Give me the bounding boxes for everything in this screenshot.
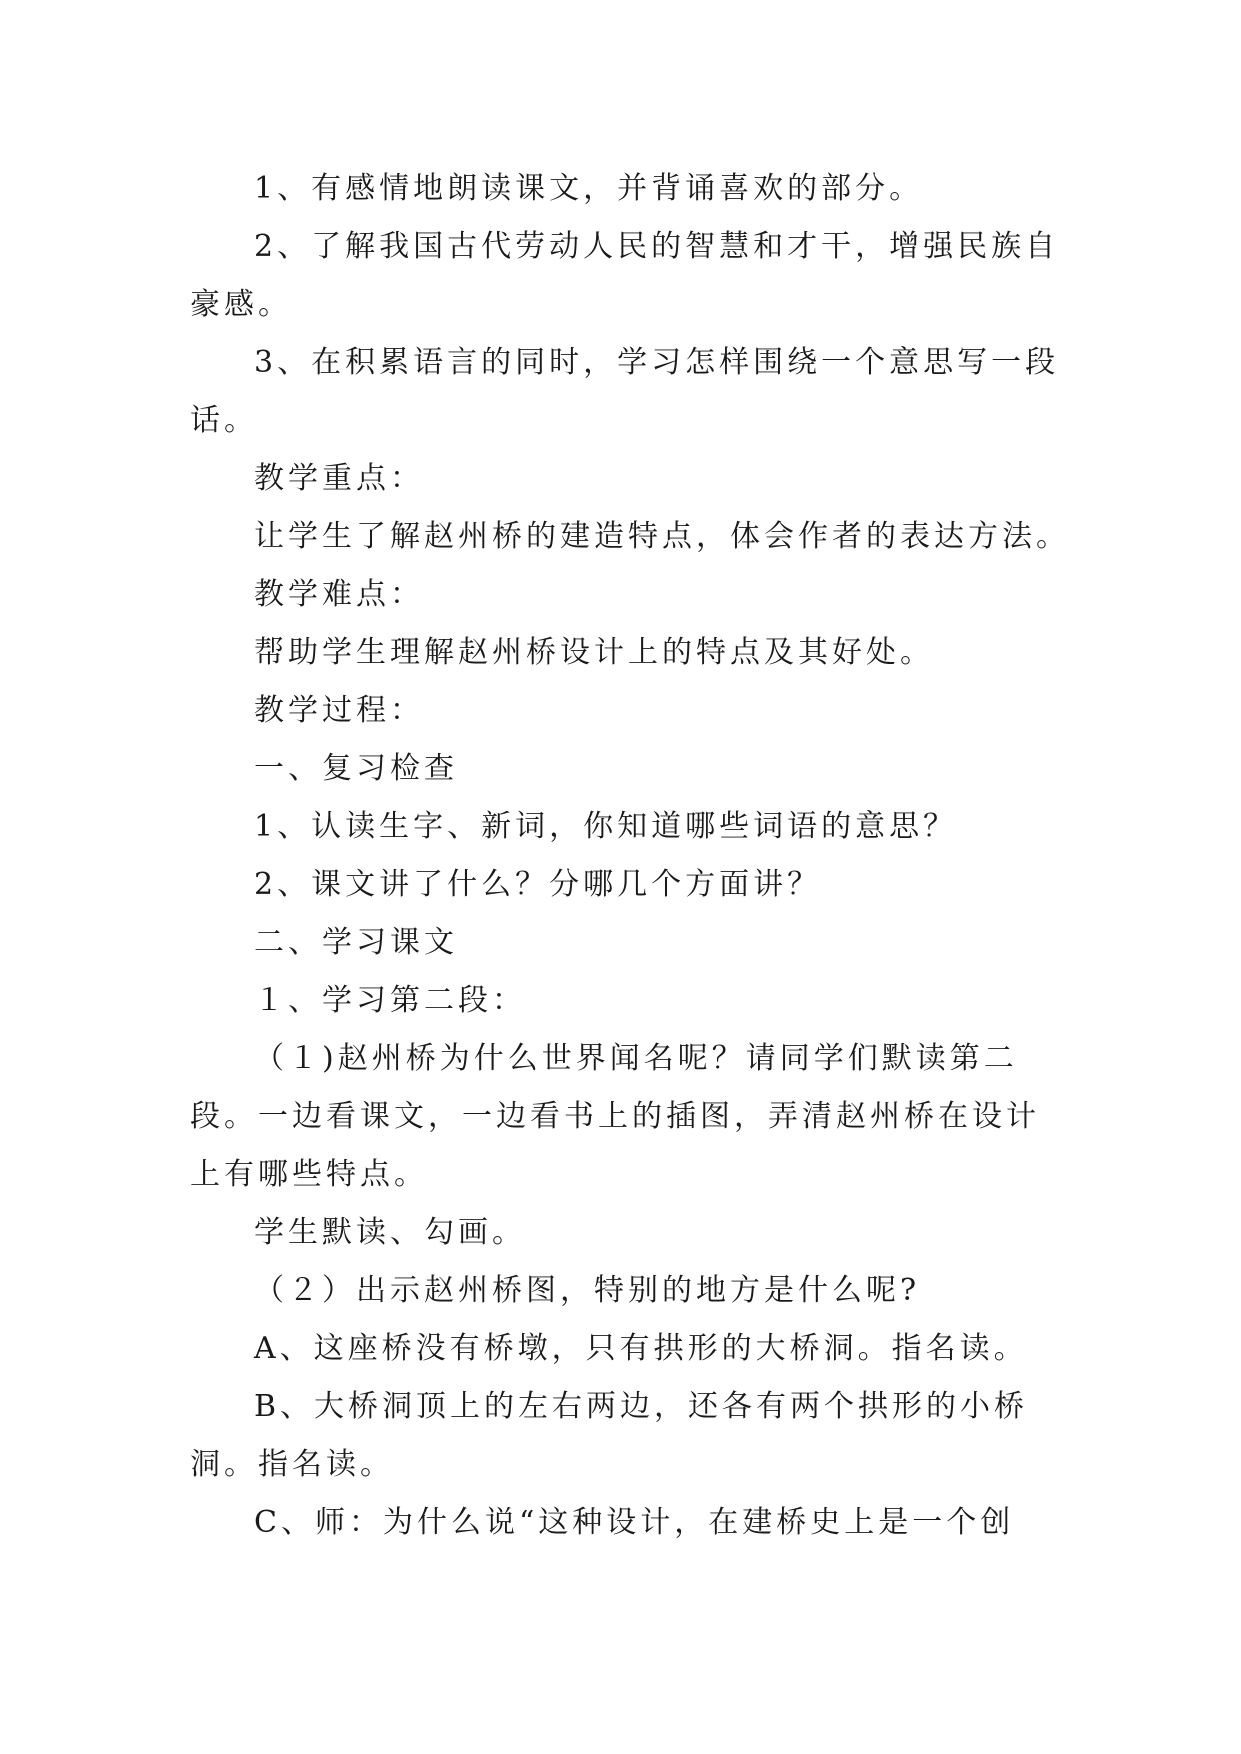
paragraph-review-1: 1、认读生字、新词，你知道哪些词语的意思？ (254, 809, 958, 844)
paragraph-point-a: A、这座桥没有桥墩，只有拱形的大桥洞。指名读。 (254, 1331, 1028, 1366)
paragraph-question-2: （２）出示赵州桥图，特别的地方是什么呢? (254, 1273, 921, 1308)
paragraph-question-1: （１)赵州桥为什么世界闻名呢？请同学们默读第二段。一边看课文，一边看书上的插图，弄清赵州桥在设计上有哪些特点。 (190, 1041, 1040, 1192)
paragraph-point-b: B、大桥洞顶上的左右两边，还各有两个拱形的小桥洞。指名读。 (190, 1389, 1029, 1482)
paragraph-objective-3: 3、在积累语言的同时，学习怎样围绕一个意思写一段话。 (190, 345, 1060, 438)
paragraph-teaching-focus: 让学生了解赵州桥的建造特点，体会作者的表达方法。 (254, 519, 1070, 554)
heading-study-text: 二、学习课文 (254, 925, 458, 960)
heading-review: 一、复习检查 (254, 751, 458, 786)
document-body (190, 160, 1070, 1552)
paragraph-objective-1: 1、有感情地朗读课文，并背诵喜欢的部分。 (254, 171, 924, 206)
paragraph-objective-2: 2、了解我国古代劳动人民的智慧和才干，增强民族自豪感。 (190, 229, 1060, 322)
paragraph-teaching-difficulty: 帮助学生理解赵州桥设计上的特点及其好处。 (254, 635, 934, 670)
heading-teaching-process: 教学过程： (254, 693, 424, 728)
paragraph-point-c: C、师：为什么说“这种设计，在建桥史上是一个创 (254, 1505, 1015, 1540)
paragraph-student-reading: 学生默读、勾画。 (254, 1215, 526, 1250)
paragraph-review-2: 2、课文讲了什么？分哪几个方面讲？ (254, 867, 822, 902)
heading-teaching-difficulty: 教学难点： (254, 577, 424, 612)
heading-teaching-focus: 教学重点： (254, 461, 424, 496)
heading-study-section-2: １、学习第二段： (254, 983, 526, 1018)
